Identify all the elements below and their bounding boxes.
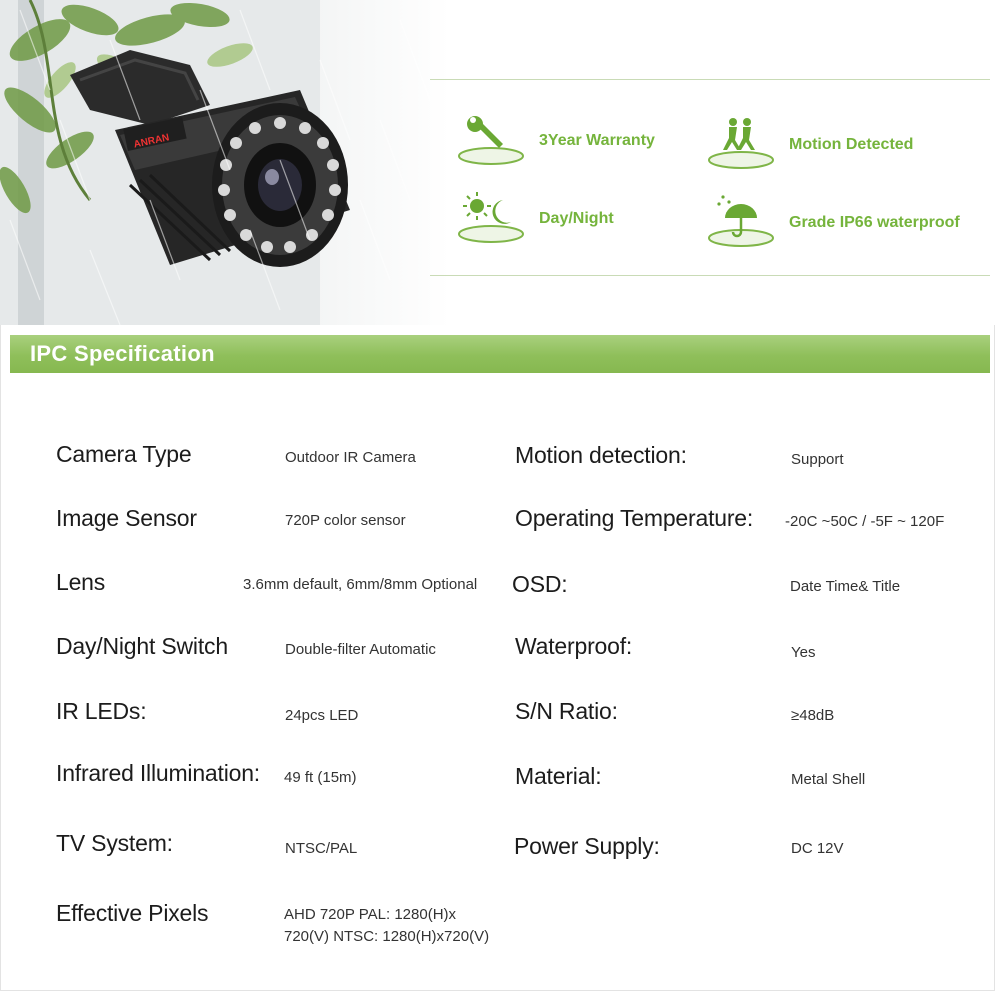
spec-value-day-night-switch: Double-filter Automatic	[285, 641, 436, 658]
feature-label: Grade IP66 waterproof	[789, 214, 960, 231]
feature-label: Day/Night	[539, 210, 614, 227]
spec-label-material: Material:	[515, 763, 602, 789]
spec-value-effective-pixels: AHD 720P PAL: 1280(H)x 720(V) NTSC: 1280(H)x720(V)	[284, 906, 490, 945]
spec-label-power-supply: Power Supply:	[514, 833, 660, 859]
spec-value-lens: 3.6mm default, 6mm/8mm Optional	[243, 576, 478, 593]
spec-value-image-sensor: 720P color sensor	[285, 512, 406, 529]
spec-label-lens: Lens	[56, 569, 106, 595]
spec-label-waterproof: Waterproof:	[515, 633, 633, 659]
spec-label-effective-pixels: Effective Pixels	[56, 900, 209, 926]
spec-value-infrared-illumination: 49 ft (15m)	[284, 769, 357, 786]
spec-value-power-supply: DC 12V	[791, 840, 844, 857]
hero-banner	[0, 0, 1000, 325]
spec-label-infrared-illumination: Infrared Illumination:	[56, 760, 260, 786]
spec-value-operating-temperature: -20C ~50C / -5F ~ 120F	[785, 513, 945, 530]
spec-label-tv-system: TV System:	[56, 830, 173, 856]
feature-label: 3Year Warranty	[539, 132, 655, 149]
spec-value-material: Metal Shell	[791, 771, 866, 788]
spec-value-motion-detection: Support	[791, 451, 844, 468]
spec-label-image-sensor: Image Sensor	[56, 505, 197, 531]
wrench-icon	[455, 112, 527, 170]
spec-label-motion-detection: Motion detection:	[515, 442, 687, 468]
spec-title: IPC Specification	[30, 341, 215, 366]
spec-label-ir-leds: IR LEDs:	[56, 698, 147, 724]
feature-daynight	[455, 190, 614, 248]
sun-moon-icon	[455, 190, 527, 248]
feature-waterproof	[705, 194, 960, 252]
running-people-icon	[705, 116, 777, 174]
feature-motion	[705, 116, 913, 174]
spec-label-operating-temperature: Operating Temperature:	[515, 505, 754, 531]
feature-divider-top	[430, 79, 990, 80]
spec-value-ir-leds: 24pcs LED	[285, 707, 359, 724]
spec-label-day-night-switch: Day/Night Switch	[56, 633, 228, 659]
feature-warranty	[455, 112, 655, 170]
spec-value-tv-system: NTSC/PAL	[285, 840, 358, 857]
spec-value-camera-type: Outdoor IR Camera	[285, 449, 416, 466]
spec-value-waterproof: Yes	[791, 644, 816, 661]
spec-label-osd: OSD:	[512, 571, 568, 597]
spec-label-camera-type: Camera Type	[56, 441, 192, 467]
spec-value-sn-ratio: ≥48dB	[791, 707, 835, 724]
feature-label: Motion Detected	[789, 136, 914, 153]
spec-label-sn-ratio: S/N Ratio:	[515, 698, 618, 724]
feature-divider-bottom	[430, 275, 990, 276]
spec-header-bar	[10, 335, 990, 373]
brand-logo: ANRAN	[132, 132, 171, 151]
spec-value-osd: Date Time& Title	[790, 578, 901, 595]
umbrella-rain-icon	[705, 194, 777, 252]
